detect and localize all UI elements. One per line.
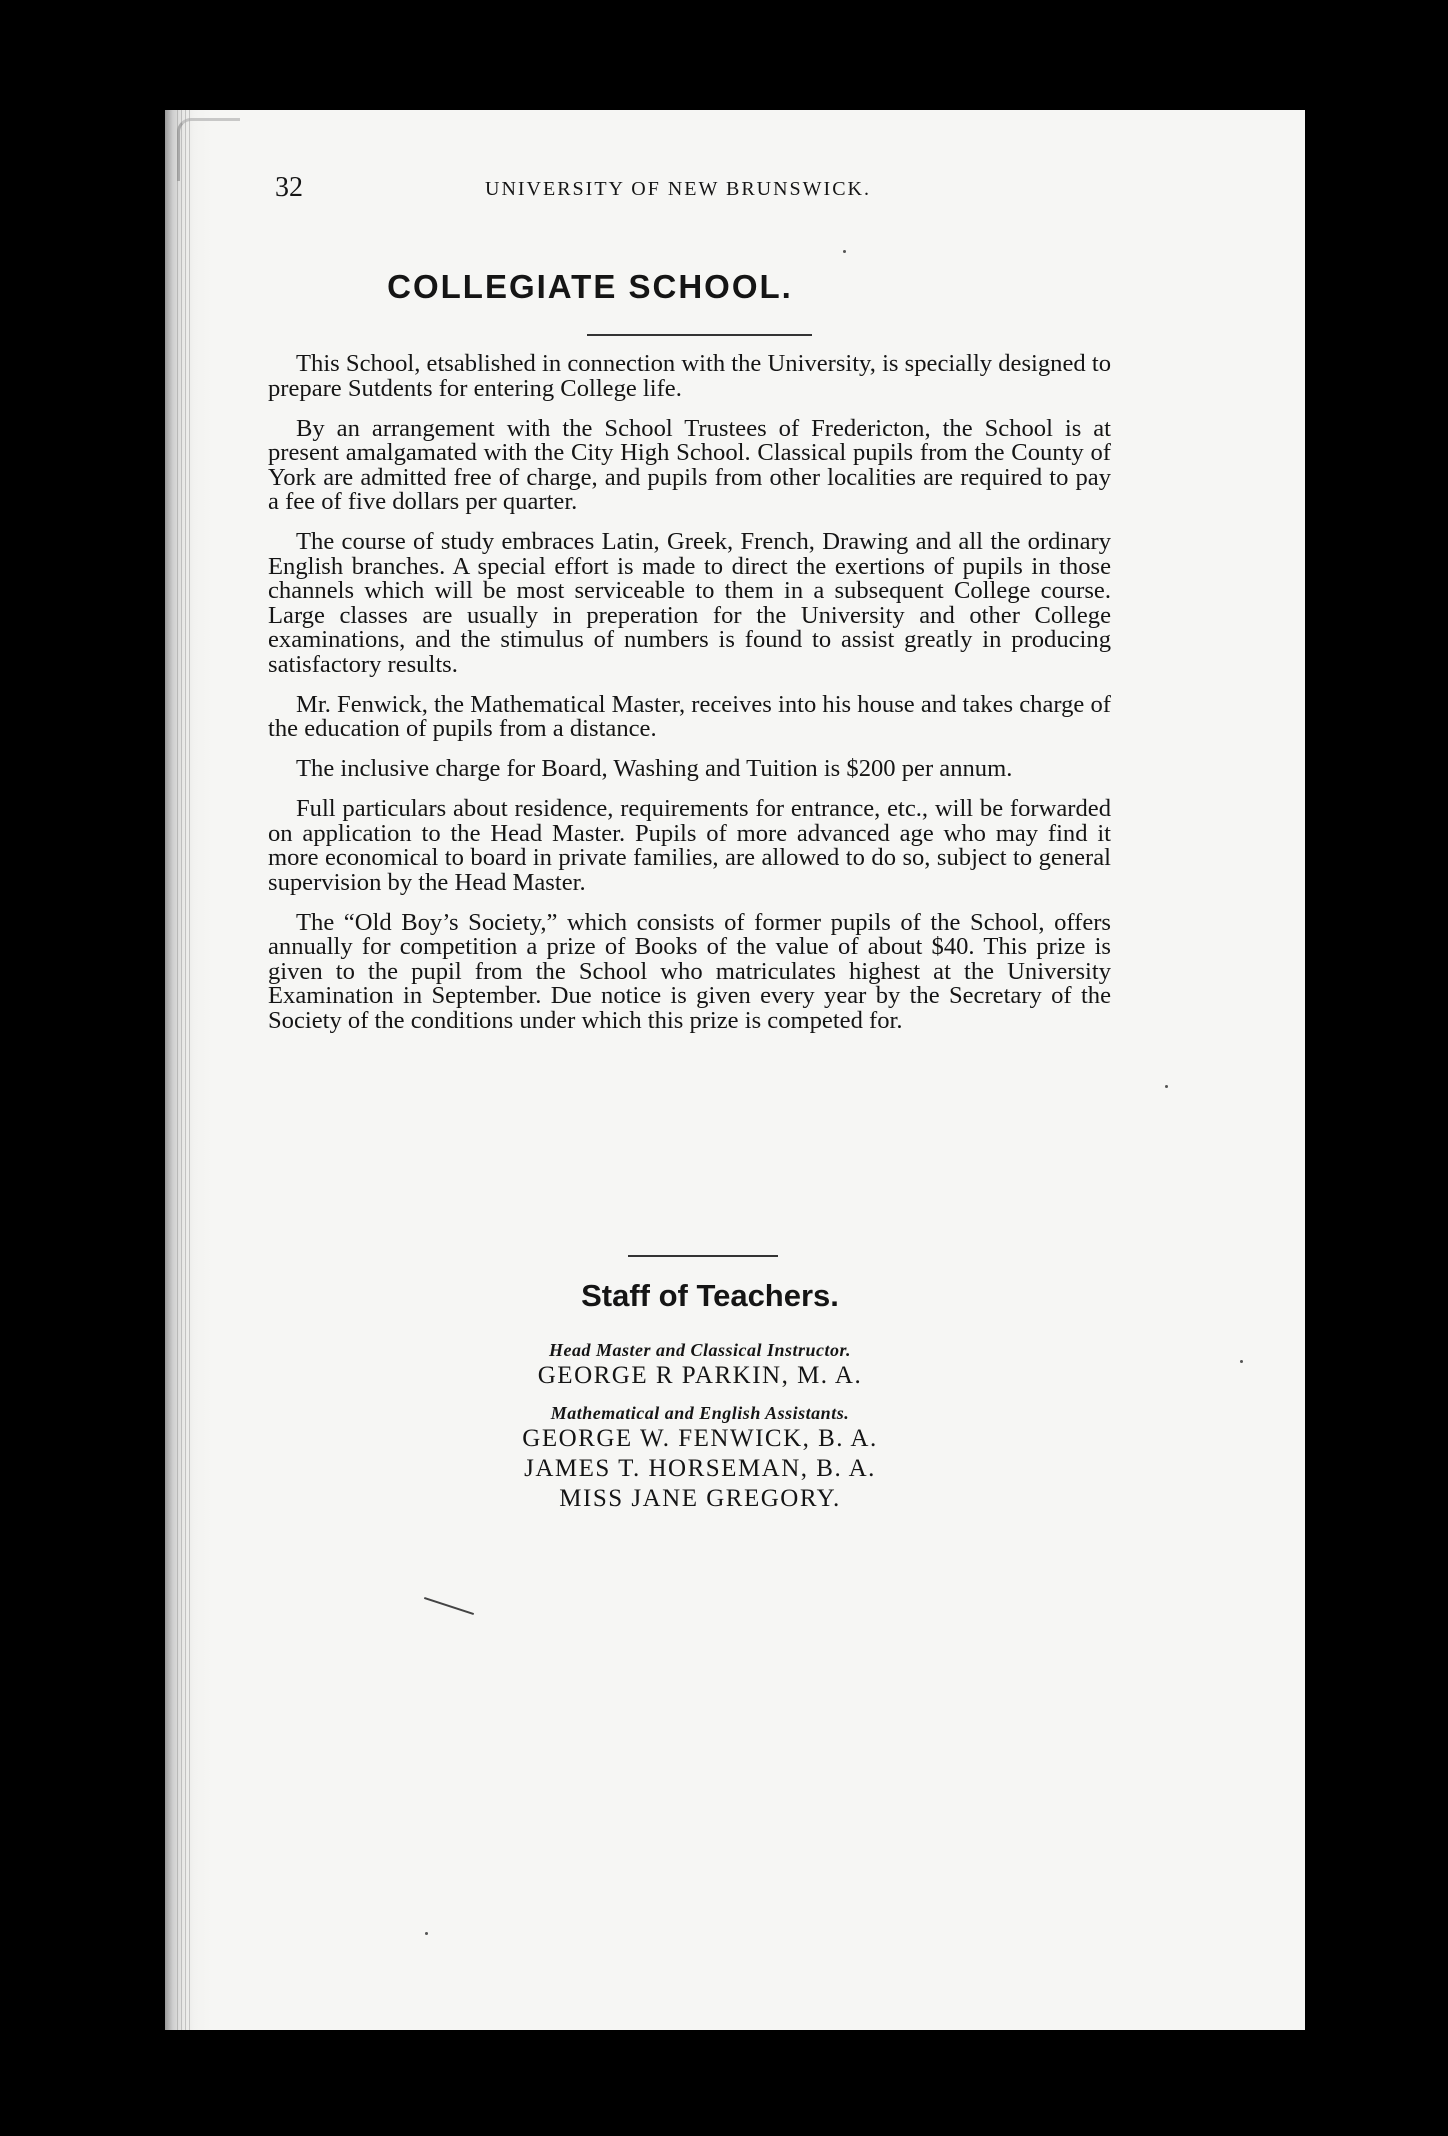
dust-speck xyxy=(843,250,846,253)
dust-speck xyxy=(1240,1360,1243,1363)
paragraph-7: The “Old Boy’s Society,” which consists of former pupils of the School, offers annually for competition a prize of Books of the value of about $40. This prize is given to the pupil from the School who matriculates highest at the University Examination in September. Due notice is given every year by the Secretary of the Society of the conditions under which this prize is competed for. xyxy=(268,908,1111,1034)
page-edge-stack xyxy=(177,110,191,2030)
section-title: COLLEGIATE SCHOOL. xyxy=(387,268,793,305)
paragraph-5: The inclusive charge for Board, Washing and Tuition is $200 per annum. xyxy=(296,755,1013,782)
body-text xyxy=(268,352,1111,1049)
stray-pen-mark xyxy=(424,1597,474,1615)
assistant-name: MISS JANE GREGORY. xyxy=(559,1485,841,1512)
corner-wear-mark xyxy=(177,118,240,181)
assistant-name: GEORGE W. FENWICK, B. A. xyxy=(522,1425,878,1452)
dust-speck xyxy=(425,1932,428,1935)
assistants-role: Mathematical and English Assistants. xyxy=(550,1403,850,1423)
head-master-name: GEORGE R PARKIN, M. A. xyxy=(537,1362,863,1389)
staff-title: Staff of Teachers. xyxy=(581,1278,839,1313)
paragraph-2: By an arrangement with the School Trustees of Fredericton, the School is at present amalgamated with the City High School. Classical pupils from the County of York are admitted free of charge, and pupils from other localities are required to pay a fee of five dollars per quarter. xyxy=(268,414,1111,515)
staff-list xyxy=(400,1340,1000,1514)
assistant-name: JAMES T. HORSEMAN, B. A. xyxy=(524,1455,876,1482)
running-head xyxy=(275,172,1085,212)
head-master-role: Head Master and Classical Instructor. xyxy=(548,1340,852,1360)
paragraph-1: This School, etsablished in connection with the University, is specially designed to prepare Sutdents for entering College life. xyxy=(268,350,1111,402)
paragraph-3: The course of study embraces Latin, Greek, French, Drawing and all the ordinary English branches. A special effort is made to direct the exertions of pupils in those channels which will be most serviceable to them in a subsequent College course. Large classes are usually in preperation for the University and other College examinations, and the stimulus of numbers is found to assist greatly in producing satisfactory results. xyxy=(268,528,1111,678)
dust-speck xyxy=(1165,1085,1168,1088)
paragraph-4: Mr. Fenwick, the Mathematical Master, receives into his house and takes charge of the education of pupils from a distance. xyxy=(268,690,1111,742)
running-head-title: UNIVERSITY OF NEW BRUNSWICK. xyxy=(485,178,871,200)
spacer xyxy=(400,1391,1000,1403)
title-rule xyxy=(587,334,812,336)
page-number: 32 xyxy=(275,172,303,203)
paragraph-6: Full particulars about residence, requirements for entrance, etc., will be forwarded on application to the Head Master. Pupils of more advanced age who may find it more economical to board in private families, are allowed to do so, subject to general supervision by the Head Master. xyxy=(268,795,1111,896)
section-divider-rule xyxy=(628,1255,778,1257)
